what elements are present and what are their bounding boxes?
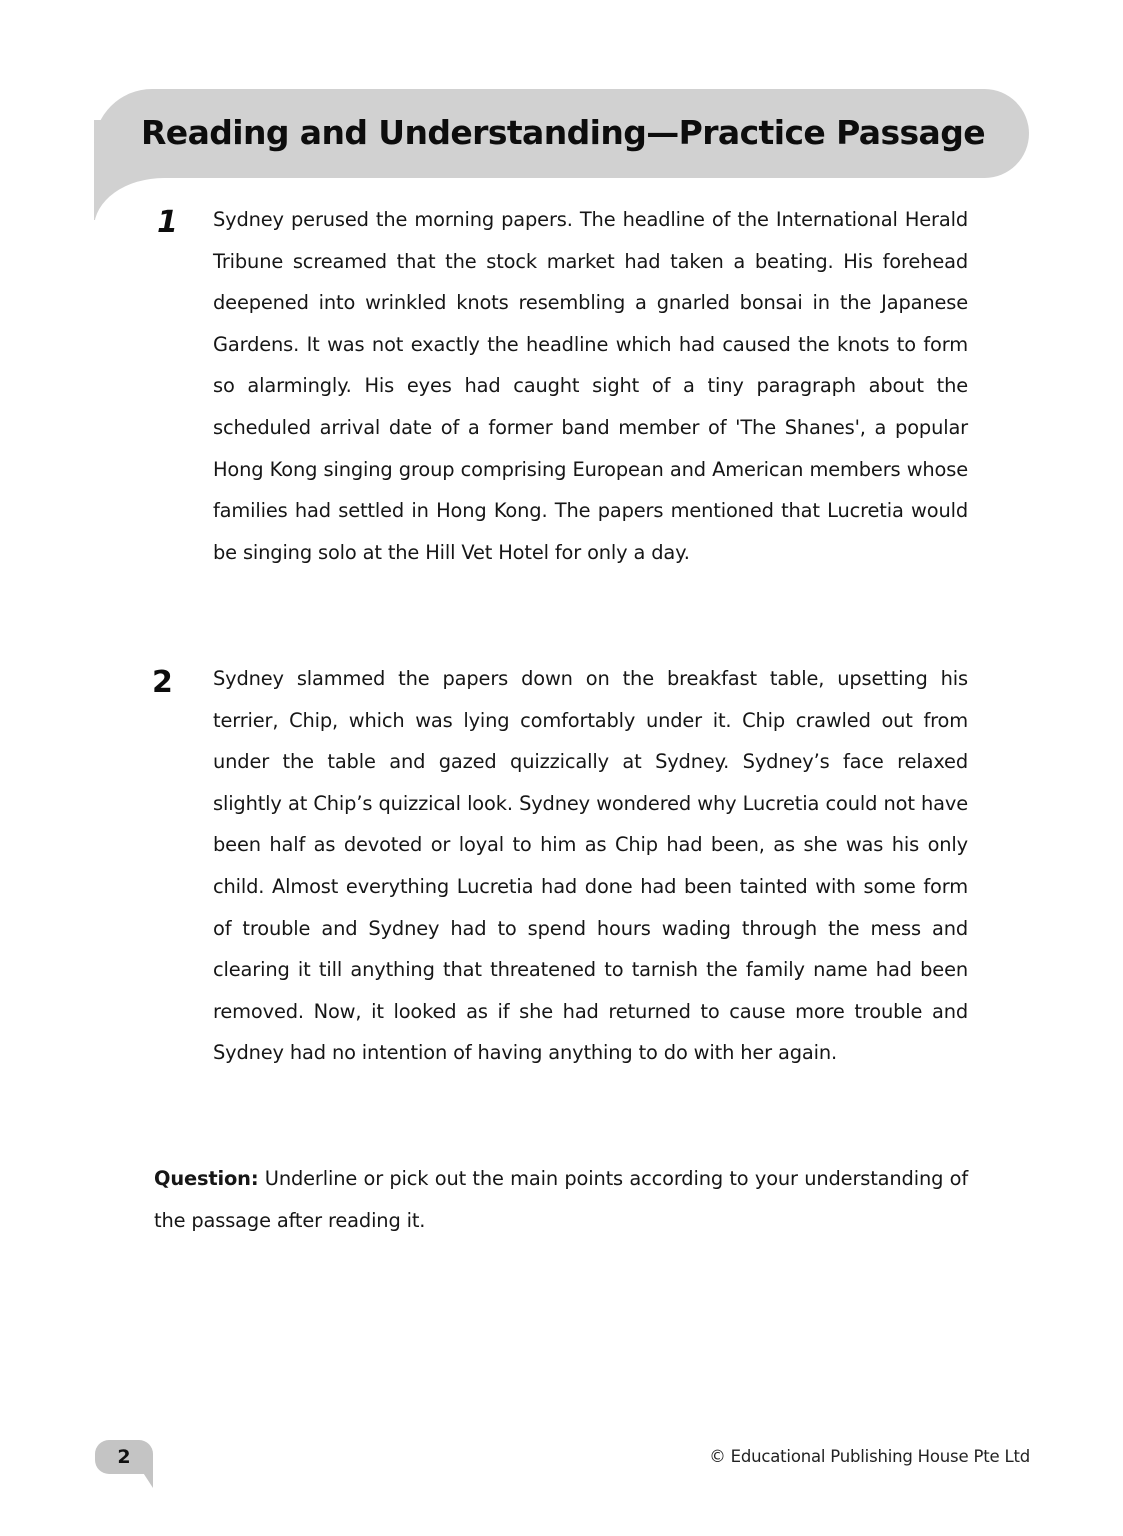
question-block bbox=[154, 1158, 968, 1241]
page-title: Reading and Understanding—Practice Passage bbox=[141, 113, 985, 152]
question-label: Question: bbox=[154, 1167, 259, 1190]
page-number: 2 bbox=[117, 1446, 131, 1468]
passage-paragraph: Sydney perused the morning papers. The headline of the International Herald Tribune screamed that the stock market had taken a beating. His forehead deepened into wrinkled knots resembling a gnarled bonsai in the Japanese Gardens. It was not exactly the headline which had caused the knots to form so alarmingly. His eyes had caught sight of a tiny paragraph about the scheduled arrival date of a former band member of 'The Shanes', a popular Hong Kong singing group comprising European and American members whose families had settled in Hong Kong. The papers mentioned that Lucretia would be singing solo at the Hill Vet Hotel for only a day. bbox=[213, 208, 968, 564]
paragraph-number: 1 bbox=[157, 205, 178, 240]
question-text: Underline or pick out the main points according to your understanding of the passage after reading it. bbox=[154, 1167, 968, 1232]
paragraph-number: 2 bbox=[152, 665, 173, 700]
passage-paragraph: Sydney slammed the papers down on the breakfast table, upsetting his terrier, Chip, which was lying comfortably under it. Chip crawled out from under the table and gazed quizzically at Sydney. Sydney’s face relaxed slightly at Chip’s quizzical look. Sydney wondered why Lucretia could not have been half as devoted or loyal to him as Chip had been, as she was his only child. Almost everything Lucretia had done had been tainted with some form of trouble and Sydney had to spend hours wading through the mess and clearing it till anything that threatened to tarnish the family name had been removed. Now, it looked as if she had returned to cause more trouble and Sydney had no intention of having anything to do with her again. bbox=[213, 667, 968, 1065]
copyright-notice: © Educational Publishing House Pte Ltd bbox=[709, 1447, 1030, 1466]
